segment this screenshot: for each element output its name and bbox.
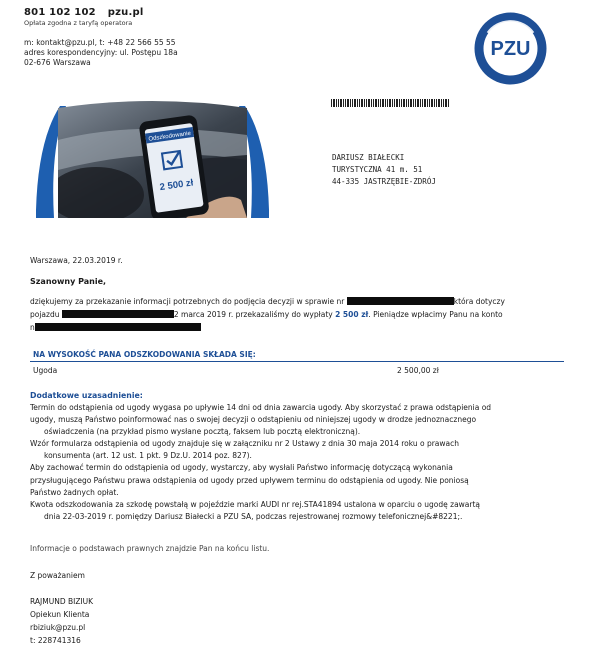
letter-date: Warszawa, 22.03.2019 r. [30,256,123,265]
banner-image [36,100,269,223]
signer-phone: t: 228741316 [30,636,81,645]
recipient-address [332,152,436,188]
recipient-line: DARIUSZ BIAŁECKI [332,153,405,162]
contact-block [24,38,178,68]
payout-amount: 2 500 zł [335,310,369,319]
redaction-bar [62,310,174,318]
website-link[interactable]: pzu.pl [107,7,144,18]
signer-role: Opiekun Klienta [30,610,90,619]
justification-line: oświadczenia (na przykład pismo wysłane pocztą, faksem lub pocztą elektroniczną). [44,427,361,437]
compensation-label: Ugoda [33,366,58,375]
closing: Z poważaniem [30,571,85,580]
text-fragment: dziękujemy za przekazanie informacji potrzebnych do podjęcia decyzji w sprawie nr [30,297,347,306]
justification-line: Wzór formularza odstąpienia od ugody znajduje się w załączniku nr 2 Ustawy z dnia 30 maja 2014 roku o prawach [30,439,460,449]
text-fragment: 2 marca 2019 r. przekazaliśmy do wypłaty [173,310,336,319]
additional-justification-text [30,402,491,523]
justification-line: Aby zachować termin do odstąpienia od ugody, wystarczy, aby wysłali Państwo informację dotyczącą wykonania [30,463,453,473]
justification-line: przysługującego Państwu prawa odstąpienia od ugody przed upływem terminu do odstąpienia od ugody. Nie poniosą [30,475,469,485]
justification-line: Państwo żadnych opłat. [30,487,119,497]
justification-line: ugody, muszą Państwo poinformować nas o swojej decyzji o odstąpieniu od niniejszej ugody w drodze jednoznacznego [30,415,477,425]
justification-line: Termin do odstąpienia od ugody wygasa po upływie 14 dni od dnia zawarcia ugody. Aby skorzystać z prawa odstąpienia od [30,403,492,412]
justification-line: konsumenta (art. 12 ust. 1 pkt. 9 Dz.U. 2014 poz. 827). [44,451,252,461]
contact-line: m: kontakt@pzu.pl, t: +48 22 566 55 55 [24,38,176,47]
logo-text: PZU [490,38,531,60]
signer-email[interactable]: rbiziuk@pzu.pl [30,623,86,632]
section-divider [30,361,564,362]
signer-name: RAJMUND BIZIUK [30,597,94,606]
header-phone-line [24,7,143,18]
paragraph-line [30,323,201,332]
barcode [331,99,451,107]
tariff-note: Opłata zgodna z taryfą operatora [24,19,133,27]
text-fragment: pojazdu [30,310,62,319]
paragraph-line [30,310,503,319]
legal-info-note: Informacje o podstawach prawnych znajdzie Pan na końcu listu. [30,544,270,553]
greeting: Szanowny Panie, [30,277,107,286]
paragraph-line [30,297,505,306]
text-fragment: . Pieniądze wpłacimy Panu na konto [368,310,503,319]
phone-number: 801 102 102 [24,7,96,18]
text-fragment: n [30,323,35,332]
recipient-line: 44-335 JASTRZĘBIE-ZDRÓJ [332,177,436,186]
justification-line: dnia 22-03-2019 r. pomiędzy Dariusz Białecki a PZU SA, podczas rejestrowanej rozmowy telefonicznej&#8221;. [44,511,463,521]
additional-justification-title: Dodatkowe uzasadnienie: [30,391,143,400]
recipient-line: TURYSTYCZNA 41 m. 51 [332,165,423,174]
phone-screen-amount: 2 500 zł [159,177,195,194]
redaction-bar [347,297,454,305]
justification-line: Kwota odszkodowania za szkodę powstałą w pojeździe marki AUDI nr rej.STA41894 ustalona w oparciu o ugodę zawartą [30,499,481,509]
contact-line: adres korespondencyjny: ul. Postępu 18a [24,48,178,57]
pzu-logo [473,11,548,86]
redaction-bar [35,323,201,331]
phone-screen-title: Odszkodowanie [148,130,192,143]
compensation-row [30,366,564,378]
section-title: NA WYSOKOŚĆ PANA ODSZKODOWANIA SKŁADA SIĘ: [33,350,256,359]
text-fragment: która dotyczy [453,297,505,306]
compensation-value: 2 500,00 zł [397,366,439,375]
contact-line: 02-676 Warszawa [24,58,91,67]
